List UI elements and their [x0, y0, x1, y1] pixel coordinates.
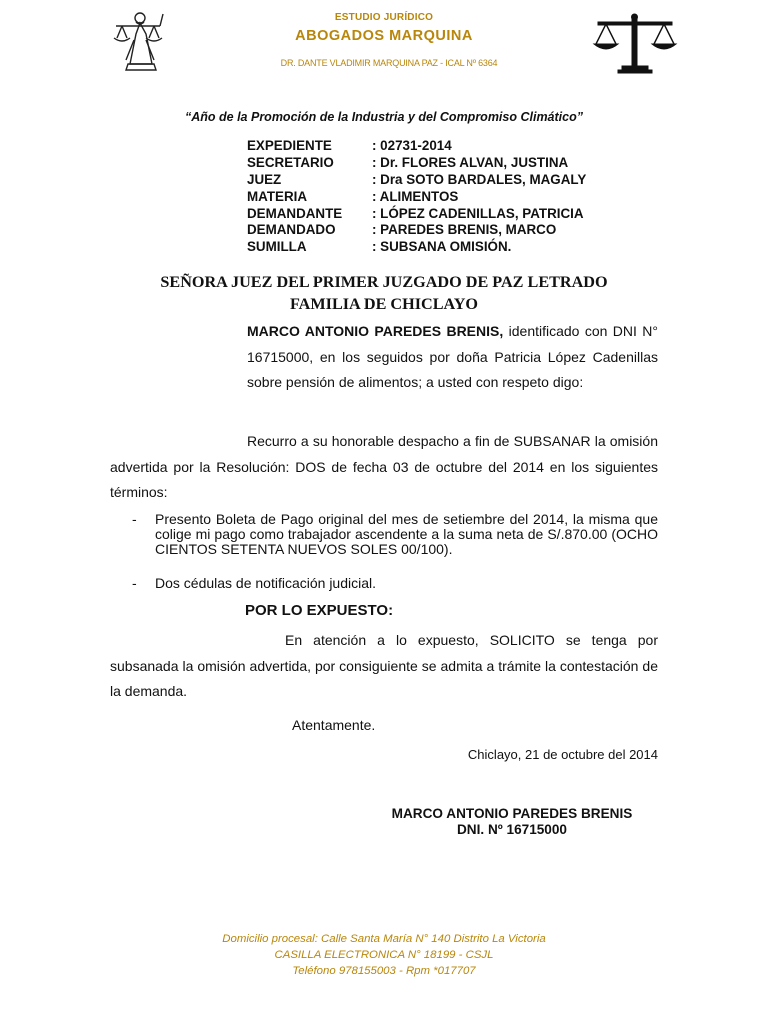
year-motto: “Año de la Promoción de la Industria y del Compromiso Climático”: [185, 110, 583, 124]
intro-text: identificado con DNI N° 16715000, en los seguidos por doña Patricia López Cadenillas sobre pensión de alimentos; a usted con respeto digo:: [247, 323, 659, 390]
signer-dni: DNI. Nº 16715000: [456, 822, 567, 837]
case-key: SUMILLA: [247, 239, 307, 254]
list-dash: -: [132, 511, 137, 527]
addressee-heading: [110, 271, 658, 315]
place-date: Chiclayo, 21 de octubre del 2014: [467, 747, 658, 762]
list-item: [132, 512, 658, 562]
case-key: SECRETARIO: [247, 155, 334, 170]
case-value: : 02731-2014: [372, 138, 452, 153]
case-key: MATERIA: [247, 189, 308, 204]
case-row-juez: [247, 171, 586, 188]
request-paragraph: En atención a lo expuesto, SOLICITO se tenga por subsanada la omisión advertida, por consiguiente se admita a trámite la contestación de la demanda.: [110, 632, 658, 699]
lawyer-name: DR. DANTE VLADIMIR MARQUINA PAZ - ICAL Nº 6364: [280, 58, 498, 68]
intro-paragraph: [247, 319, 658, 396]
list-item-text: Dos cédulas de notificación judicial.: [155, 575, 377, 591]
list-item: [132, 576, 658, 594]
signature-block: [362, 806, 662, 838]
case-value: : PAREDES BRENIS, MARCO: [372, 222, 557, 237]
case-value: : SUBSANA OMISIÓN.: [372, 239, 512, 254]
case-key: EXPEDIENTE: [247, 138, 332, 153]
case-value: : ALIMENTOS: [372, 189, 459, 204]
list-item-text: Presento Boleta de Pago original del mes de setiembre del 2014, la misma que colige mi pago como trabajador ascendente a la suma neta de S/.870.00 (OCHO CIENTOS SETENTA NUEVOS SOLES 00/100).: [155, 511, 658, 557]
case-row-demandado: [247, 221, 556, 238]
case-value: : Dr. FLORES ALVAN, JUSTINA: [372, 155, 569, 170]
lady-justice-icon: [108, 4, 178, 72]
case-value: : Dra SOTO BARDALES, MAGALY: [372, 172, 587, 187]
addressee-line-2: FAMILIA DE CHICLAYO: [290, 295, 478, 313]
case-row-demandante: [247, 205, 584, 222]
list-dash: -: [132, 575, 137, 591]
closing: Atentamente.: [292, 717, 376, 733]
footer-phone: Teléfono 978155003 - Rpm *017707: [292, 965, 476, 977]
signer-name: MARCO ANTONIO PAREDES BRENIS: [391, 806, 633, 821]
body-paragraph: Recurro a su honorable despacho a fin de SUBSANAR la omisión advertida por la Resolución: DOS de fecha 03 de octubre del 2014 en los siguientes términos:: [110, 433, 658, 500]
scales-of-justice-icon: [592, 12, 678, 74]
case-row-sumilla: [247, 238, 511, 255]
footer-contact: [150, 931, 618, 979]
footer-address: Domicilio procesal: Calle Santa María N° 140 Distrito La Victoria: [222, 933, 546, 945]
firm-subtitle: ESTUDIO JURÍDICO: [334, 12, 434, 23]
case-value: : LÓPEZ CADENILLAS, PATRICIA: [372, 206, 584, 221]
case-key: JUEZ: [247, 172, 282, 187]
case-key: DEMANDANTE: [247, 206, 343, 221]
case-row-materia: [247, 188, 458, 205]
case-key: DEMANDADO: [247, 222, 336, 237]
case-row-secretario: [247, 154, 568, 171]
firm-name: ABOGADOS MARQUINA: [295, 28, 473, 44]
section-heading: POR LO EXPUESTO:: [245, 602, 394, 619]
petitioner-name: MARCO ANTONIO PAREDES BRENIS,: [247, 323, 504, 339]
addressee-line-1: SEÑORA JUEZ DEL PRIMER JUZGADO DE PAZ LETRADO: [160, 273, 608, 291]
case-row-expediente: [247, 137, 452, 154]
footer-casilla: CASILLA ELECTRONICA N° 18199 - CSJL: [274, 949, 494, 961]
